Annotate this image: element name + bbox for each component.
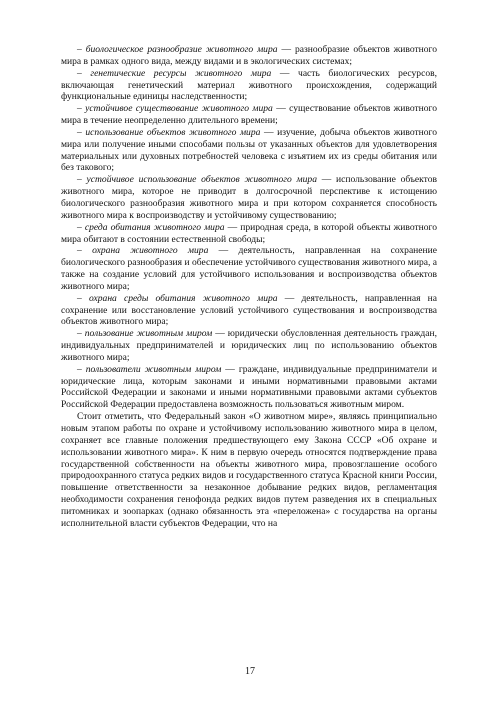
definition-text: — использование объектов животного мира, которое не приводит в долгосрочной перспективе к истощению биологического разнообразия животного мира и при котором сохраняется способность животного мира к воспроизводству и устойчивому существованию; (61, 174, 438, 221)
definition-item (61, 293, 437, 329)
definition-term: биологическое разнообразие животного мира (85, 44, 278, 55)
definition-dash: – (77, 221, 85, 233)
definition-item (61, 44, 437, 68)
definition-text: — изучение, добыча объектов животного мира или получение иными способами пользы от указанных объектов для удовлетворения материальных или духовных потребностей человека с изъятием их из среды обитания или без такового; (61, 126, 437, 174)
definition-dash: – (77, 44, 86, 55)
page-number: 17 (245, 666, 255, 677)
definition-text: — существование объектов животного мира в течение неопределенно длительного времени; (61, 103, 437, 127)
body-paragraph: Стоит отметить, что Федеральный закон «О животном мире», являясь принципиально новым этапом работы по охране и устойчивому использованию животного мира в целом, сохраняет все главные положения предшествующего ему Закона СССР «Об охране и использовании животного мира». К ним в первую очередь относятся подтверждение права государственной собственности на объекты животного мира, провозглашение особого природоохранного статуса редких видов и государственного статуса Красной книги России, повышение ответственности за незаконное добывание редких видов, регламентация необходимости сохранения генофонда редких видов путем разведения их в специальных питомниках и зоопарках (однако обязанность эта «переложена» с государства на органы исполнительной власти субъектов Федерации, что на (61, 411, 437, 529)
definition-term: пользование животным миром (84, 328, 213, 340)
page-content (61, 44, 437, 530)
definition-dash: – (77, 328, 85, 340)
definition-item (61, 103, 437, 127)
definition-item (61, 174, 437, 221)
definition-dash: – (77, 174, 87, 186)
definition-text: — часть биологических ресурсов, включающая генетический материал животного происхождения, содержащий функциональные единицы наследственности; (61, 67, 437, 103)
definition-item (61, 328, 437, 364)
definition-item (61, 222, 437, 246)
definition-dash: – (77, 245, 93, 257)
definition-text: — деятельность, направленная на сохранение биологического разнообразия и обеспечение устойчивого существования животного мира, а также на создание условий для устойчивого использования и воспроизводства объектов животного мира; (61, 245, 437, 292)
definition-term: использование объектов животного мира (85, 126, 261, 138)
definition-item (61, 245, 437, 292)
definition-text: — юридически обусловленная деятельность граждан, индивидуальных предпринимателей и юридических лиц по использованию объектов животного мира; (61, 328, 437, 363)
definition-text: — деятельность, направленная на сохранение или восстановление условий устойчивого существования и воспроизводства объектов животного мира; (61, 292, 437, 328)
definition-text: — разнообразие объектов животного мира в рамках одного вида, между видами и в экологических системах; (61, 44, 437, 67)
definition-dash: – (77, 126, 86, 138)
definition-term: устойчивое использование объектов животного мира (86, 174, 317, 186)
definition-term: охрана животного мира (92, 245, 209, 257)
definition-item (61, 364, 437, 411)
definition-dash: – (77, 103, 86, 115)
definition-term: устойчивое существование животного мира (85, 103, 273, 115)
definition-text: — граждане, индивидуальные предприниматели и юридические лица, которым законами и иными нормативными правовыми актами Российской Федерации и законами и иными нормативными правовыми актами субъектов Российской Федерации предоставлена возможность пользоваться животным миром. (61, 363, 438, 411)
definition-term: генетические ресурсы животного мира (90, 67, 272, 79)
definition-term: охрана среды обитания животного мира (88, 292, 278, 304)
definition-dash: – (77, 67, 91, 79)
definition-item (61, 127, 437, 174)
definition-dash: – (77, 292, 89, 304)
definition-text: — природная среда, в которой объекты животного мира обитают в состоянии естественной свободы; (61, 221, 437, 245)
definition-dash: – (77, 363, 86, 375)
definition-item (61, 68, 437, 104)
definition-term: пользователи животным миром (85, 363, 222, 375)
definition-term: среда обитания животного мира (84, 221, 225, 233)
